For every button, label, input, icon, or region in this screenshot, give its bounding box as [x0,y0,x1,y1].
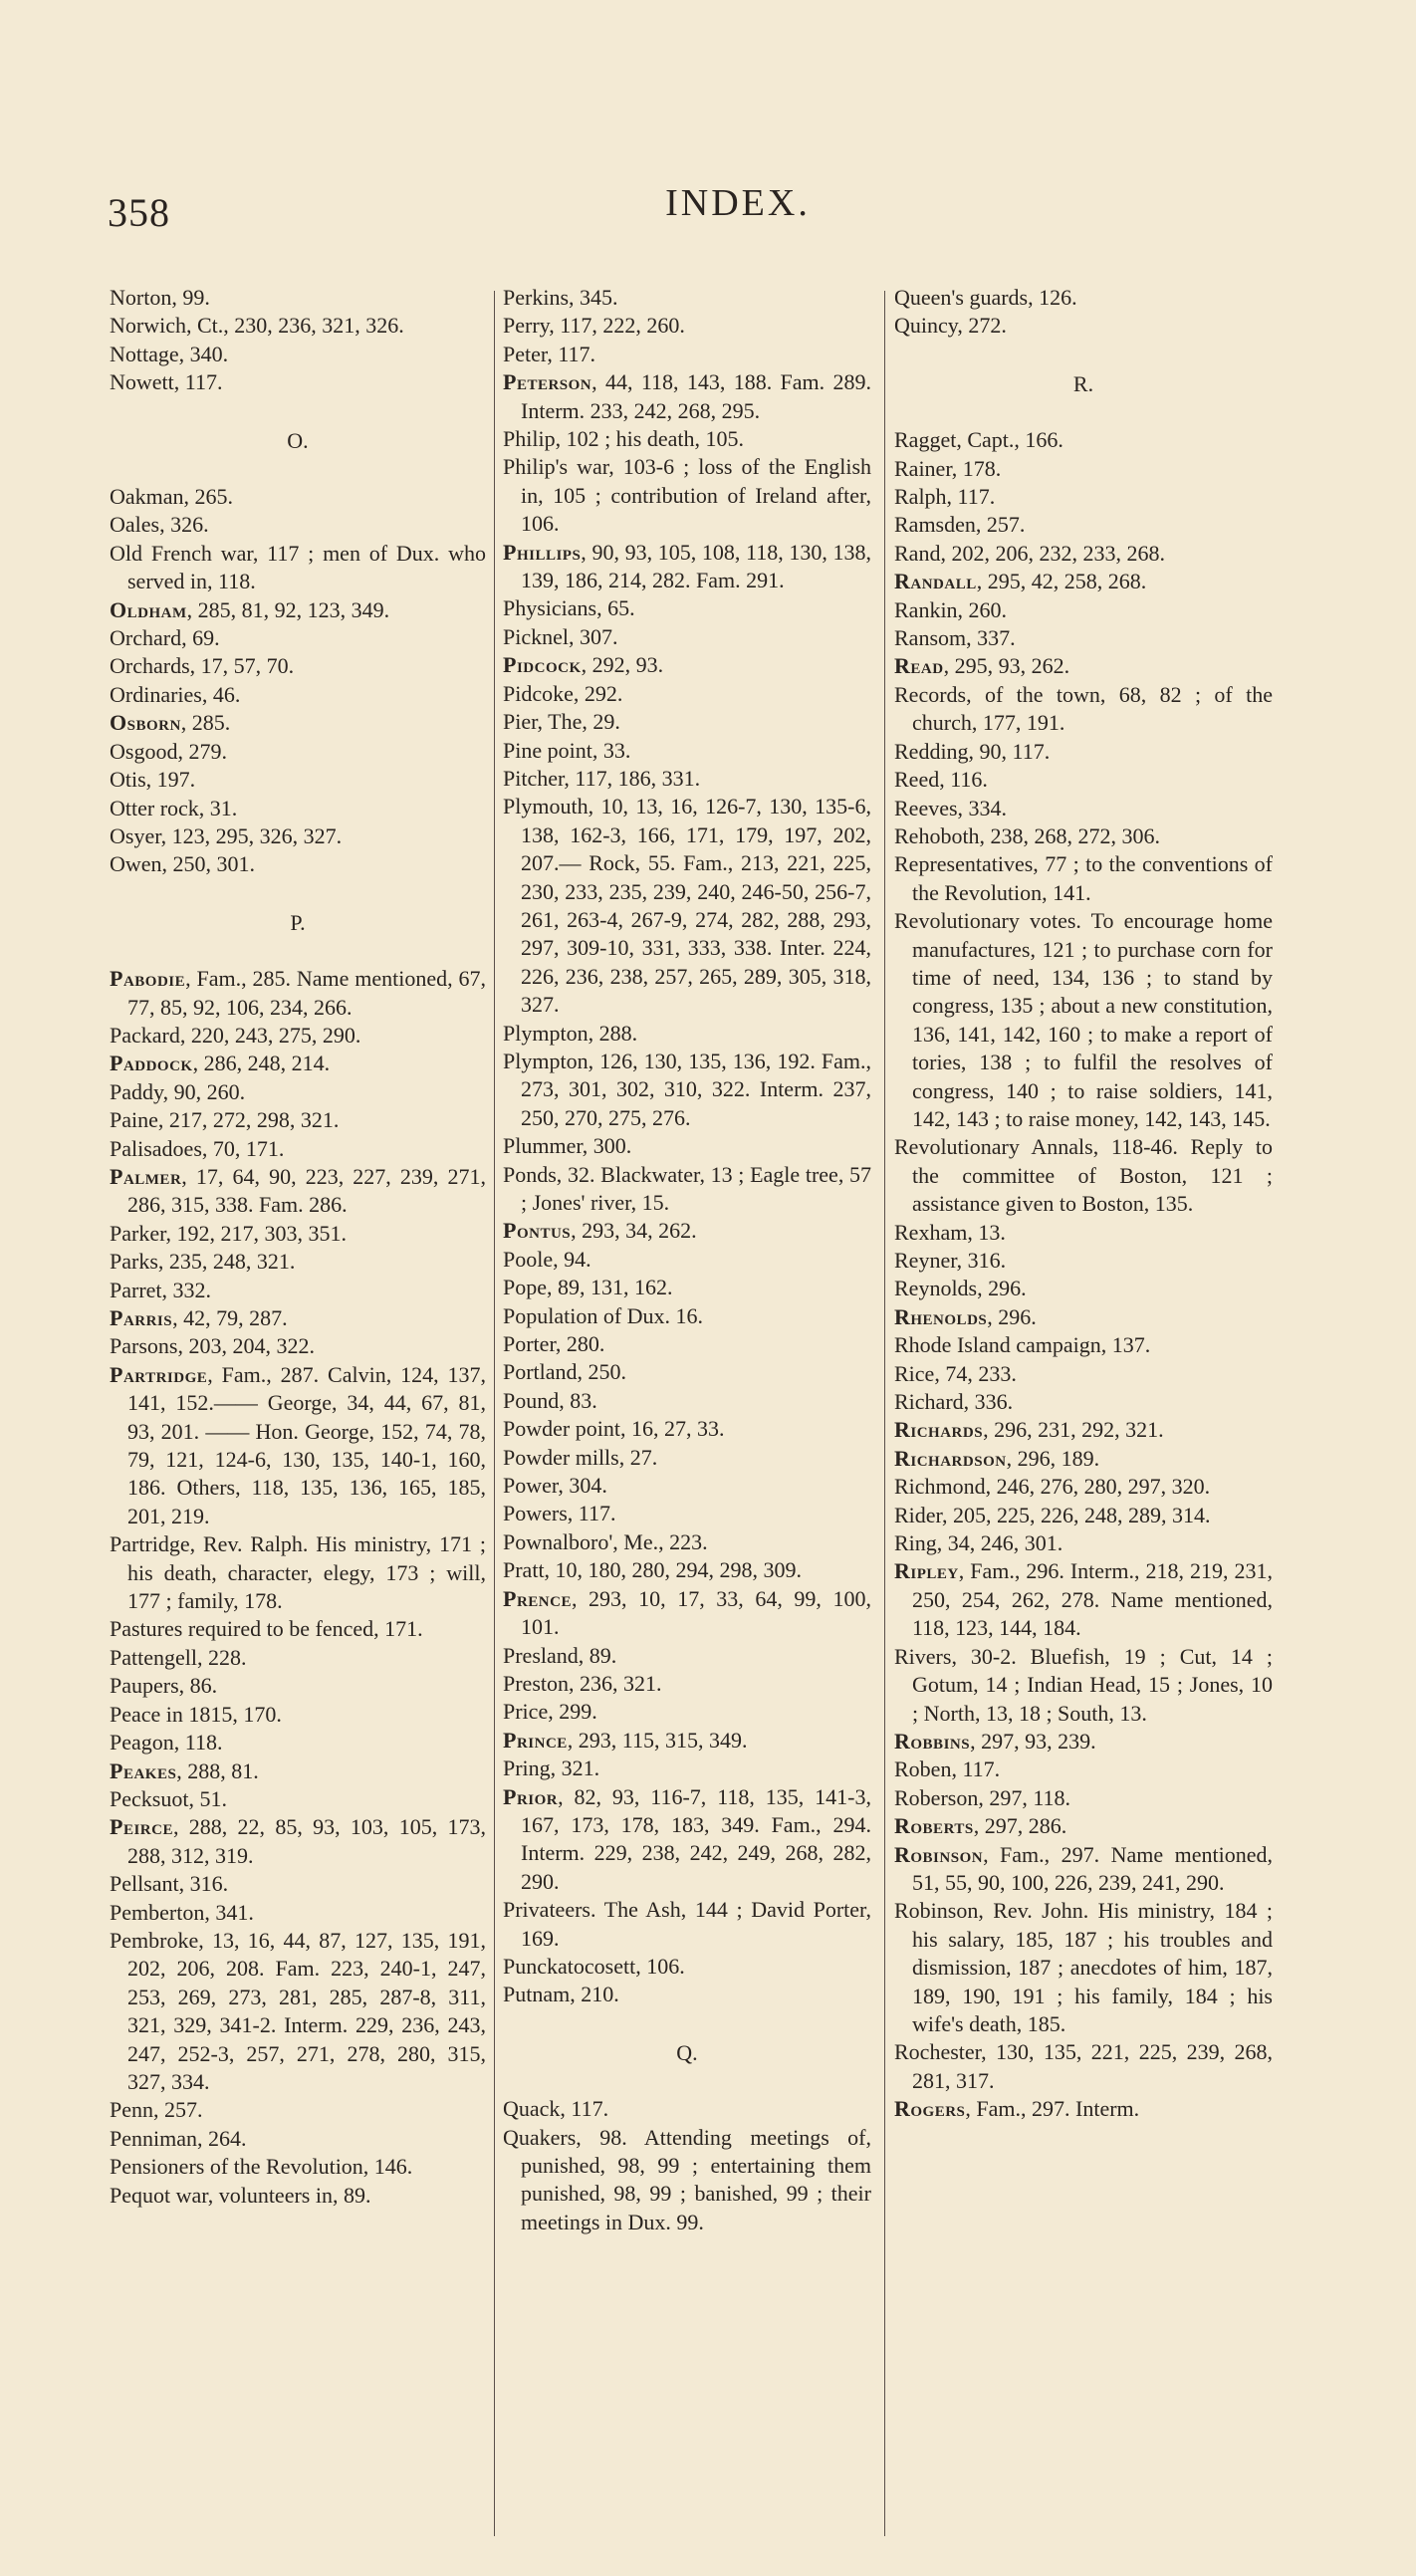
index-entry [110,1248,486,1276]
index-entry [110,1813,486,1870]
entry-head: Pontus [503,1218,572,1244]
index-entry [894,681,1273,738]
entry-text: Paupers, 86. [110,1673,218,1699]
entry-text: Rice, 74, 233. [894,1360,1017,1386]
entry-head: Prior [503,1783,559,1809]
entry-text: Pellsant, 316. [110,1871,229,1897]
entry-text: Revolutionary Annals, 118-46. Reply to the committee of Boston, 121 ; assistance given to Boston, 135. [894,1134,1273,1217]
index-entry [894,795,1273,822]
entry-text: Palisadoes, 70, 171. [110,1135,285,1161]
entry-text: Rhode Island campaign, 137. [894,1332,1151,1358]
entry-text: Orchards, 17, 57, 70. [110,653,295,679]
entry-text: Physicians, 65. [503,595,635,621]
entry-text: Rider, 205, 225, 226, 248, 289, 314. [894,1502,1211,1527]
entry-text: Old French war, 117 ; men of Dux. who served in, 118. [110,540,486,594]
index-entry [894,624,1273,652]
index-entry [110,2182,486,2210]
entry-head: Pidcock [503,652,582,678]
entry-text: Robinson, Rev. John. His ministry, 184 ; his salary, 185, 187 ; his troubles and dismission, 187 ; anecdotes of him, 187, 189, 190, 191 ; his family, 184 ; his wife's death, 185. [894,1898,1273,2036]
index-entry [894,511,1273,539]
index-entry [894,907,1273,1133]
section-letter: O. [287,427,309,453]
entry-head: Osborn [110,710,181,736]
section-letter: R. [1072,370,1094,396]
index-entry [110,1615,486,1643]
index-entry [110,766,486,794]
entry-head: Rhenolds [894,1303,988,1329]
index-entry [894,1502,1273,1529]
entry-text: , Fam., 297. Interm. [965,2096,1140,2122]
entry-head: Roberts [894,1813,974,1839]
index-entry [503,1472,871,1500]
index-entry [110,540,486,596]
entry-text: Pensioners of the Revolution, 146. [110,2154,413,2180]
index-entry [110,511,486,539]
entry-text: Osyer, 123, 295, 326, 327. [110,822,343,848]
entry-text: , Fam., 285. Name mentioned, 67, 77, 85, 92, 106, 234, 266. [127,966,486,1020]
index-entry [894,652,1273,680]
entry-text: Poole, 94. [503,1246,591,1272]
index-entry [503,1330,871,1358]
index-entry [110,368,486,396]
entry-head: Paddock [110,1051,193,1076]
entry-text: Rand, 202, 206, 232, 233, 268. [894,540,1165,566]
entry-text: Perkins, 345. [503,285,618,310]
index-entry [503,1048,871,1132]
index-entry [110,1078,486,1106]
entry-text: Parker, 192, 217, 303, 351. [110,1220,348,1246]
index-entry [894,483,1273,511]
entry-head: Prence [503,1585,572,1611]
index-entry [503,1953,871,1981]
entry-text: Pastures required to be fenced, 171. [110,1616,423,1642]
index-entry [894,1897,1273,2038]
column-divider [884,291,885,2536]
index-entry [110,709,486,737]
index-entry [894,1360,1273,1388]
entry-text: Pring, 321. [503,1756,600,1781]
index-entry [503,1132,871,1160]
entry-text: Pequot war, volunteers in, 89. [110,2182,371,2208]
index-entry [110,624,486,652]
index-entry [110,738,486,766]
entry-text: Oales, 326. [110,512,209,538]
index-entry [110,795,486,822]
page-title: INDEX. [665,182,811,224]
index-entry [503,539,871,595]
entry-text: Ralph, 117. [894,484,996,510]
entry-text: , 296. [987,1303,1037,1329]
index-entry [503,1698,871,1726]
entry-text: Ramsden, 257. [894,512,1026,538]
index-entry [894,1841,1273,1898]
index-entry [503,453,871,538]
index-entry [110,1530,486,1615]
entry-text: Plummer, 300. [503,1133,632,1159]
entry-head: Robbins [894,1728,971,1754]
index-entry [110,2096,486,2124]
entry-text: Punckatocosett, 106. [503,1953,685,1979]
index-entry [503,594,871,622]
entry-text: Powers, 117. [503,1501,616,1526]
entry-text: Ransom, 337. [894,625,1016,651]
entry-text: Portland, 250. [503,1359,627,1385]
entry-text: Plymouth, 10, 13, 16, 126-7, 130, 135-6, 138, 162-3, 166, 171, 179, 197, 202, 207.— Rock, 55. Fam., 213, 221, 225, 230, 233, 235, 239, 240, 246-50, 256-7, 261, 263-4, 267-9, 274, 282, 288, 293, 297, 309-10, 331, 333, 338. Inter. 224, 226, 236, 238, 257, 265, 289, 305, 318, 327. [503,794,871,1018]
index-entry [503,1415,871,1443]
index-entry [110,1927,486,2096]
entry-text: Redding, 90, 117. [894,738,1051,764]
entry-text: Otter rock, 31. [110,795,238,820]
index-entry [894,2095,1273,2123]
entry-head: Richards [894,1417,984,1443]
entry-head: Oldham [110,596,187,622]
entry-text: , 42, 79, 287. [172,1305,288,1330]
entry-text: Norton, 99. [110,285,210,310]
entry-text: Richmond, 246, 276, 280, 297, 320. [894,1474,1211,1500]
index-entry [503,425,871,453]
index-entry [110,1785,486,1813]
index-entry [110,483,486,511]
index-entry [503,1981,871,2008]
index-entry [503,1556,871,1584]
index-entry [894,312,1273,340]
entry-head: Prince [503,1727,568,1753]
entry-text: Quakers, 98. Attending meetings of, punished, 98, 99 ; entertaining them punished, 98, 99 ; banished, 99 ; their meetings in Dux. 99. [503,2124,871,2234]
index-entry [894,2038,1273,2095]
entry-text: , Fam., 296. Interm., 218, 219, 231, 250, 254, 262, 278. Name mentioned, 118, 123, 144, 184. [912,1558,1273,1641]
entry-text: Pattengell, 228. [110,1644,247,1670]
entry-text: Penniman, 264. [110,2125,247,2151]
index-entry [894,284,1273,312]
index-entry [110,822,486,850]
entry-text: Porter, 280. [503,1331,605,1357]
index-entry [503,1585,871,1642]
entry-text: Pound, 83. [503,1387,597,1413]
entry-head: Pabodie [110,966,186,992]
entry-text: , 288, 81. [176,1757,259,1783]
index-entry [894,455,1273,483]
entry-text: Revolutionary votes. To encourage home manufactures, 121 ; to purchase corn for time of need, 134, 136 ; to stand by congress, 135 ; about a new constitution, 136, 141, 142, 160 ; to make a report of tories, 138 ; to fulfil the resolves of congress, 140 ; to raise soldiers, 141, 142, 143 ; to raise money, 142, 143, 145. [894,908,1273,1131]
entry-text: Ring, 34, 246, 301. [894,1530,1063,1556]
entry-text: Parsons, 203, 204, 322. [110,1333,315,1359]
index-entry [110,1135,486,1163]
index-entry [894,1529,1273,1557]
index-entry [503,793,871,1019]
entry-text: , 295, 93, 262. [943,653,1070,679]
entry-head: Ripley [894,1558,959,1584]
entry-text: Philip's war, 103-6 ; loss of the English in, 105 ; contribution of Ireland after, 106. [503,454,871,537]
index-entry [894,1331,1273,1359]
index-entry [894,1445,1273,1473]
entry-text: Perry, 117, 222, 260. [503,313,685,339]
entry-text: Powder point, 16, 27, 33. [503,1416,725,1442]
entry-text: Otis, 197. [110,767,196,793]
index-entry [110,1361,486,1530]
index-entry [110,1022,486,1050]
entry-text: Packard, 220, 243, 275, 290. [110,1022,361,1048]
entry-text: , 285. [180,710,231,736]
entry-text: , 286, 248, 214. [192,1051,331,1076]
page-number: 358 [108,190,170,235]
index-entry [110,1332,486,1360]
entry-head: Parris [110,1305,173,1330]
entry-text: Pope, 89, 131, 162. [503,1275,673,1300]
index-entry [894,426,1273,454]
entry-text: , 285, 81, 92, 123, 349. [186,596,390,622]
entry-text: Pownalboro', Me., 223. [503,1528,708,1554]
index-entry [894,1388,1273,1416]
index-entry [894,1473,1273,1501]
index-entry [503,1727,871,1755]
index-entry [110,652,486,680]
entry-head: Peirce [110,1814,173,1840]
index-entry [503,1217,871,1245]
entry-text: , 297, 286. [973,1813,1067,1839]
entry-text: Powder mills, 27. [503,1444,658,1470]
entry-text: Osgood, 279. [110,738,227,764]
entry-text: Picknel, 307. [503,623,618,649]
index-entry [894,1275,1273,1302]
entry-head: Robinson [894,1841,984,1867]
entry-text: Rankin, 260. [894,596,1008,622]
section-letter: P. [290,909,306,935]
entry-head: Peterson [503,369,592,395]
entry-head: Rogers [894,2096,966,2122]
index-entry [110,596,486,624]
index-entry [110,681,486,709]
entry-text: Partridge, Rev. Ralph. His ministry, 171 ; his death, character, elegy, 173 ; will, 177 ; family, 178. [110,1531,486,1614]
entry-text: Peter, 117. [503,341,596,366]
index-entry [894,596,1273,624]
index-entry [503,1387,871,1415]
index-column-1 [110,284,486,2210]
entry-text: , 288, 22, 85, 93, 103, 105, 173, 288, 312, 319. [127,1814,486,1868]
index-entry [894,1756,1273,1783]
index-entry [110,1106,486,1134]
index-entry [503,1670,871,1698]
index-entry [894,850,1273,907]
index-entry [503,2095,871,2123]
index-entry [110,1220,486,1248]
index-entry [894,1303,1273,1331]
index-entry [894,1812,1273,1840]
index-entry [894,766,1273,794]
index-entry [110,1304,486,1332]
index-entry [503,1783,871,1897]
entry-text: Rochester, 130, 135, 221, 225, 239, 268, 281, 317. [894,2039,1273,2093]
index-entry [503,680,871,708]
entry-text: Quincy, 272. [894,313,1007,339]
index-entry [503,312,871,340]
entry-text: Paddy, 90, 260. [110,1078,246,1104]
entry-text: Reyner, 316. [894,1248,1007,1273]
entry-text: Rainer, 178. [894,455,1002,481]
entry-text: Nottage, 340. [110,341,229,366]
entry-text: , Fam., 297. Name mentioned, 51, 55, 90, 100, 226, 239, 241, 290. [912,1841,1273,1895]
index-entry [894,1643,1273,1728]
entry-text: Richard, 336. [894,1389,1014,1415]
index-entry [110,2153,486,2181]
index-entry [110,1899,486,1927]
index-column-2 [503,284,871,2236]
entry-text: Representatives, 77 ; to the conventions of the Revolution, 141. [894,851,1273,905]
index-entry [503,651,871,679]
entry-text: , 296, 231, 292, 321. [983,1417,1164,1443]
index-entry [503,368,871,425]
entry-text: Philip, 102 ; his death, 105. [503,426,744,452]
entry-text: , 292, 93. [581,652,664,678]
entry-text: Pratt, 10, 180, 280, 294, 298, 309. [503,1557,803,1583]
entry-text: Population of Dux. 16. [503,1302,704,1328]
entry-text: Records, of the town, 68, 82 ; of the church, 177, 191. [894,681,1273,736]
section-letter: Q. [676,2039,698,2065]
index-entry [894,1557,1273,1642]
index-entry [110,284,486,312]
entry-text: Plympton, 126, 130, 135, 136, 192. Fam., 273, 301, 302, 310, 322. Interm. 237, 250, 270, 275, 276. [503,1048,871,1130]
entry-text: Reynolds, 296. [894,1276,1027,1301]
index-entry [503,1642,871,1670]
index-entry [894,822,1273,850]
entry-text: Parret, 332. [110,1277,212,1302]
entry-text: Pine point, 33. [503,737,631,763]
index-entry [503,737,871,765]
index-entry [110,312,486,340]
index-entry [503,765,871,793]
index-entry [110,1729,486,1756]
entry-text: Pidcoke, 292. [503,680,623,706]
index-entry [503,1020,871,1048]
index-entry [110,1277,486,1304]
entry-text: Ordinaries, 46. [110,681,241,707]
entry-text: Rivers, 30-2. Bluefish, 19 ; Cut, 14 ; Gotum, 14 ; Indian Head, 15 ; Jones, 10 ; North, 13, 18 ; South, 13. [894,1643,1273,1726]
index-entry [503,341,871,368]
index-entry [503,1302,871,1330]
entry-text: , 296, 189. [1006,1445,1100,1471]
entry-text: Rexham, 13. [894,1219,1006,1245]
index-entry [503,1161,871,1218]
index-entry [503,1896,871,1953]
entry-text: Quack, 117. [503,2096,609,2122]
entry-text: Rehoboth, 238, 268, 272, 306. [894,822,1161,848]
index-entry [110,1163,486,1220]
entry-text: Reeves, 334. [894,795,1008,820]
entry-text: Presland, 89. [503,1642,617,1668]
index-entry [110,1672,486,1700]
index-entry [894,1247,1273,1275]
index-entry [110,341,486,368]
index-entry [503,1358,871,1386]
entry-text: Peace in 1815, 170. [110,1701,282,1727]
entry-text: Price, 299. [503,1699,597,1725]
index-entry [503,2124,871,2237]
entry-head: Randall [894,569,977,594]
entry-text: Norwich, Ct., 230, 236, 321, 326. [110,313,404,339]
entry-text: Pier, The, 29. [503,709,620,735]
index-entry [110,965,486,1022]
entry-text: Oakman, 265. [110,484,234,510]
entry-head: Phillips [503,539,582,565]
entry-text: Reed, 116. [894,767,988,793]
entry-text: Pitcher, 117, 186, 331. [503,765,701,791]
entry-text: Pemberton, 341. [110,1899,254,1925]
index-entry [894,1416,1273,1444]
entry-text: Penn, 257. [110,2097,203,2123]
index-entry [894,1728,1273,1756]
entry-text: , Fam., 287. Calvin, 124, 137, 141, 152.—— George, 34, 44, 67, 81, 93, 201. —— Hon. George, 152, 74, 78, 79, 121, 124-6, 130, 135, 140-1, 160, 186. Others, 118, 135, 136, 165, 185, 201, 219. [127,1361,486,1528]
index-entry [503,708,871,736]
entry-text: Roberson, 297, 118. [894,1784,1071,1810]
entry-text: Ponds, 32. Blackwater, 13 ; Eagle tree, 57 ; Jones' river, 15. [503,1161,871,1215]
entry-text: Peagon, 118. [110,1730,223,1756]
index-entry [110,1050,486,1077]
index-entry [503,1528,871,1556]
entry-text: Pecksuot, 51. [110,1785,227,1811]
index-entry [110,850,486,878]
entry-text: , 82, 93, 116-7, 118, 135, 141-3, 167, 173, 178, 183, 349. Fam., 294. Interm. 229, 238, 242, 249, 268, 282, 290. [521,1783,871,1894]
entry-text: , 297, 93, 239. [970,1728,1096,1754]
entry-text: Queen's guards, 126. [894,285,1077,310]
entry-text: , 44, 118, 143, 188. Fam. 289. Interm. 233, 242, 268, 295. [521,369,871,423]
column-divider [494,291,495,2536]
index-entry [894,568,1273,595]
entry-text: Preston, 236, 321. [503,1670,662,1696]
index-entry [894,1133,1273,1218]
index-entry [110,1701,486,1729]
entry-head: Peakes [110,1757,177,1783]
index-entry [894,738,1273,766]
entry-head: Partridge [110,1361,208,1387]
index-entry [894,1784,1273,1812]
entry-text: , 293, 34, 262. [571,1218,697,1244]
entry-text: Owen, 250, 301. [110,851,256,877]
index-entry [503,1274,871,1301]
entry-text: Nowett, 117. [110,369,223,395]
entry-text: , 17, 64, 90, 223, 227, 239, 271, 286, 315, 338. Fam. 286. [127,1163,486,1218]
entry-text: Plympton, 288. [503,1020,638,1046]
entry-head: Read [894,653,944,679]
entry-text: Orchard, 69. [110,625,220,651]
entry-text: Roben, 117. [894,1756,1001,1782]
index-entry [110,1870,486,1898]
index-entry [110,1757,486,1785]
entry-text: Ragget, Capt., 166. [894,427,1063,453]
index-entry [503,1755,871,1782]
entry-head: Palmer [110,1163,182,1189]
index-entry [894,540,1273,568]
entry-text: Pembroke, 13, 16, 44, 87, 127, 135, 191, 202, 206, 208. Fam. 223, 240-1, 247, 253, 269, 273, 281, 285, 287-8, 311, 321, 329, 341-2. Interm. 229, 236, 243, 247, 252-3, 257, 271, 278, 280, 315, 327, 334. [110,1927,486,2094]
entry-text: Paine, 217, 272, 298, 321. [110,1107,340,1133]
index-entry [110,1644,486,1672]
index-entry [110,2125,486,2153]
entry-text: Privateers. The Ash, 144 ; David Porter, 169. [503,1897,871,1951]
index-column-3 [894,284,1273,2124]
index-entry [503,623,871,651]
entry-text: , 293, 115, 315, 349. [567,1727,748,1753]
index-entry [503,1444,871,1472]
index-entry [894,1219,1273,1247]
entry-text: , 293, 10, 17, 33, 64, 99, 100, 101. [521,1585,871,1640]
index-entry [503,284,871,312]
index-entry [503,1500,871,1527]
entry-text: Parks, 235, 248, 321. [110,1249,296,1275]
entry-text: , 295, 42, 258, 268. [976,569,1147,594]
entry-text: , 90, 93, 105, 108, 118, 130, 138, 139, 186, 214, 282. Fam. 291. [521,539,871,593]
entry-text: Power, 304. [503,1473,607,1499]
index-entry [503,1246,871,1274]
entry-head: Richardson [894,1445,1007,1471]
entry-text: Putnam, 210. [503,1982,619,2007]
